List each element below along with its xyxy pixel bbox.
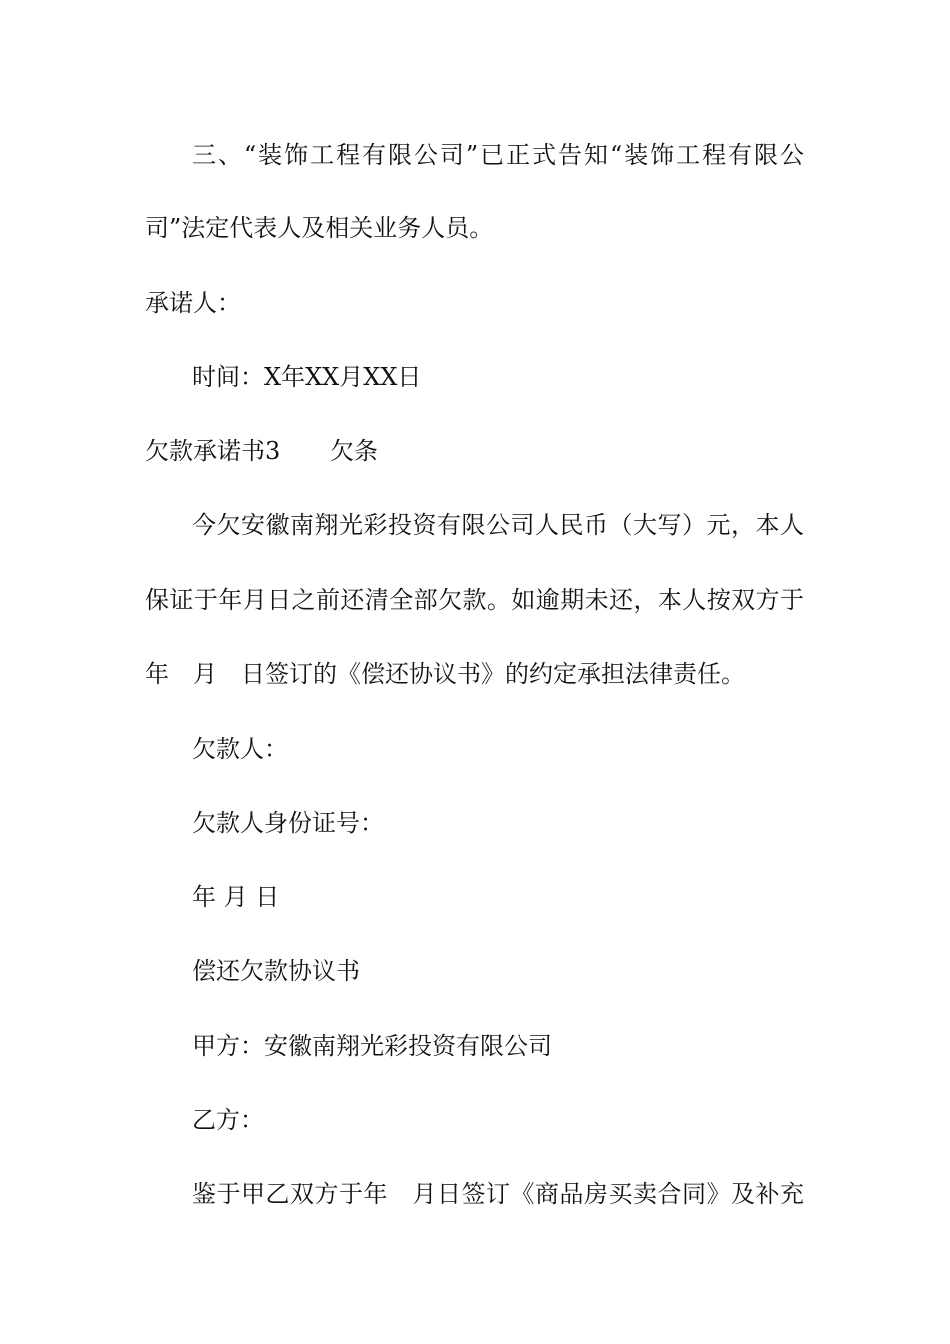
paragraph-notice-line-2: 司”法定代表人及相关业务人员。	[145, 214, 494, 242]
agreement-paragraph-line-1: 鉴于甲乙双方于年 月日签订《商品房买卖合同》及补充	[192, 1180, 804, 1208]
document-line	[0, 1100, 950, 1140]
document-line	[0, 877, 950, 917]
document-line	[0, 803, 950, 843]
iou-title: 欠条	[330, 437, 378, 465]
paragraph-notice-line-1: 三、“装饰工程有限公司”已正式告知“装饰工程有限公	[192, 141, 804, 169]
document-line	[0, 580, 950, 620]
iou-paragraph-line-2: 保证于年月日之前还清全部欠款。如逾期未还，本人按双方于	[145, 586, 804, 614]
document-line	[0, 1174, 950, 1214]
document-line	[0, 1026, 950, 1066]
signature-date: 年 月 日	[192, 883, 280, 911]
document-line	[0, 135, 950, 175]
party-a: 甲方：安徽南翔光彩投资有限公司	[192, 1032, 552, 1060]
promisor-label: 承诺人：	[145, 289, 241, 317]
document-line	[0, 951, 950, 991]
agreement-title: 偿还欠款协议书	[192, 957, 360, 985]
date-line: 时间：X年XX月XX日	[192, 363, 422, 391]
iou-paragraph-line-3: 年 月 日签订的《偿还协议书》的约定承担法律责任。	[145, 660, 745, 688]
debtor-id-label: 欠款人身份证号：	[192, 809, 384, 837]
section-heading: 欠款承诺书3	[145, 437, 281, 465]
debtor-label: 欠款人：	[192, 735, 288, 763]
document-line	[0, 357, 950, 397]
document-line	[0, 505, 950, 545]
document-line	[0, 729, 950, 769]
document-line	[0, 283, 950, 323]
document-line	[0, 208, 950, 248]
document-line	[0, 654, 950, 694]
iou-paragraph-line-1: 今欠安徽南翔光彩投资有限公司人民币（大写）元，本人	[192, 511, 804, 539]
party-b: 乙方：	[192, 1106, 264, 1134]
document-line	[0, 431, 950, 471]
